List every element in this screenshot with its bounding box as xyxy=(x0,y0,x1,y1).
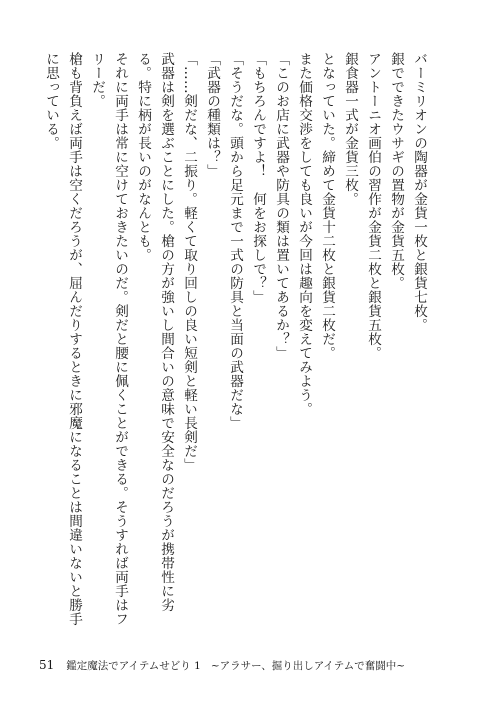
text-line: それに両手は常に空けておきたいのだ。剣だと腰に佩くことができる。そうすれば両手はフリーだ。 xyxy=(89,52,128,626)
text-line: また価格交渉をしても良いが今回は趣向を変えてみよう。 xyxy=(296,52,312,416)
text-line: 「……剣だな、二振り。軽くて取り回しの良い短剣と軽い長剣だ」 xyxy=(181,52,197,472)
text-line: となっていた。締めて金貨十二枚と銀貨二枚だ。 xyxy=(319,52,335,360)
text-line: バーミリオンの陶器が金貨一枚と銀貨七枚。 xyxy=(411,52,427,332)
book-title: 鑑定魔法でアイテムせどり 1 xyxy=(66,660,201,672)
vertical-body-text xyxy=(39,52,430,634)
page-number: 51 xyxy=(39,658,55,672)
text-line: 「そうだな。頭から足元まで一式の防具と当面の武器だな」 xyxy=(227,52,243,430)
text-line: アントーニオ画伯の習作が金貨二枚と銀貨五枚。 xyxy=(365,52,381,360)
text-line: 武器は剣を選ぶことにした。槍の方が強いし間合いの意味で安全なのだろうが携帯性に劣る。特に柄が長いのがなんとも。 xyxy=(135,52,174,612)
text-line: 「このお店に武器や防具の類は置いてあるか？」 xyxy=(273,52,289,360)
book-subtitle: ~アラサー、掘り出しアイテムで奮闘中~ xyxy=(210,660,406,672)
page-footer xyxy=(39,658,405,673)
text-line: 銀でできたウサギの置物が金貨五枚。 xyxy=(388,52,404,290)
text-line: 銀食器一式が金貨三枚。 xyxy=(342,52,358,206)
text-line: 「武器の種類は？」 xyxy=(204,52,220,178)
text-line: 槍も背負えば両手は空くだろうが、屈んだりするときに邪魔になることは間違いないと勝手に思っている。 xyxy=(43,52,82,626)
text-line: 「もちろんですよ！ 何をお探しで？」 xyxy=(250,52,266,304)
